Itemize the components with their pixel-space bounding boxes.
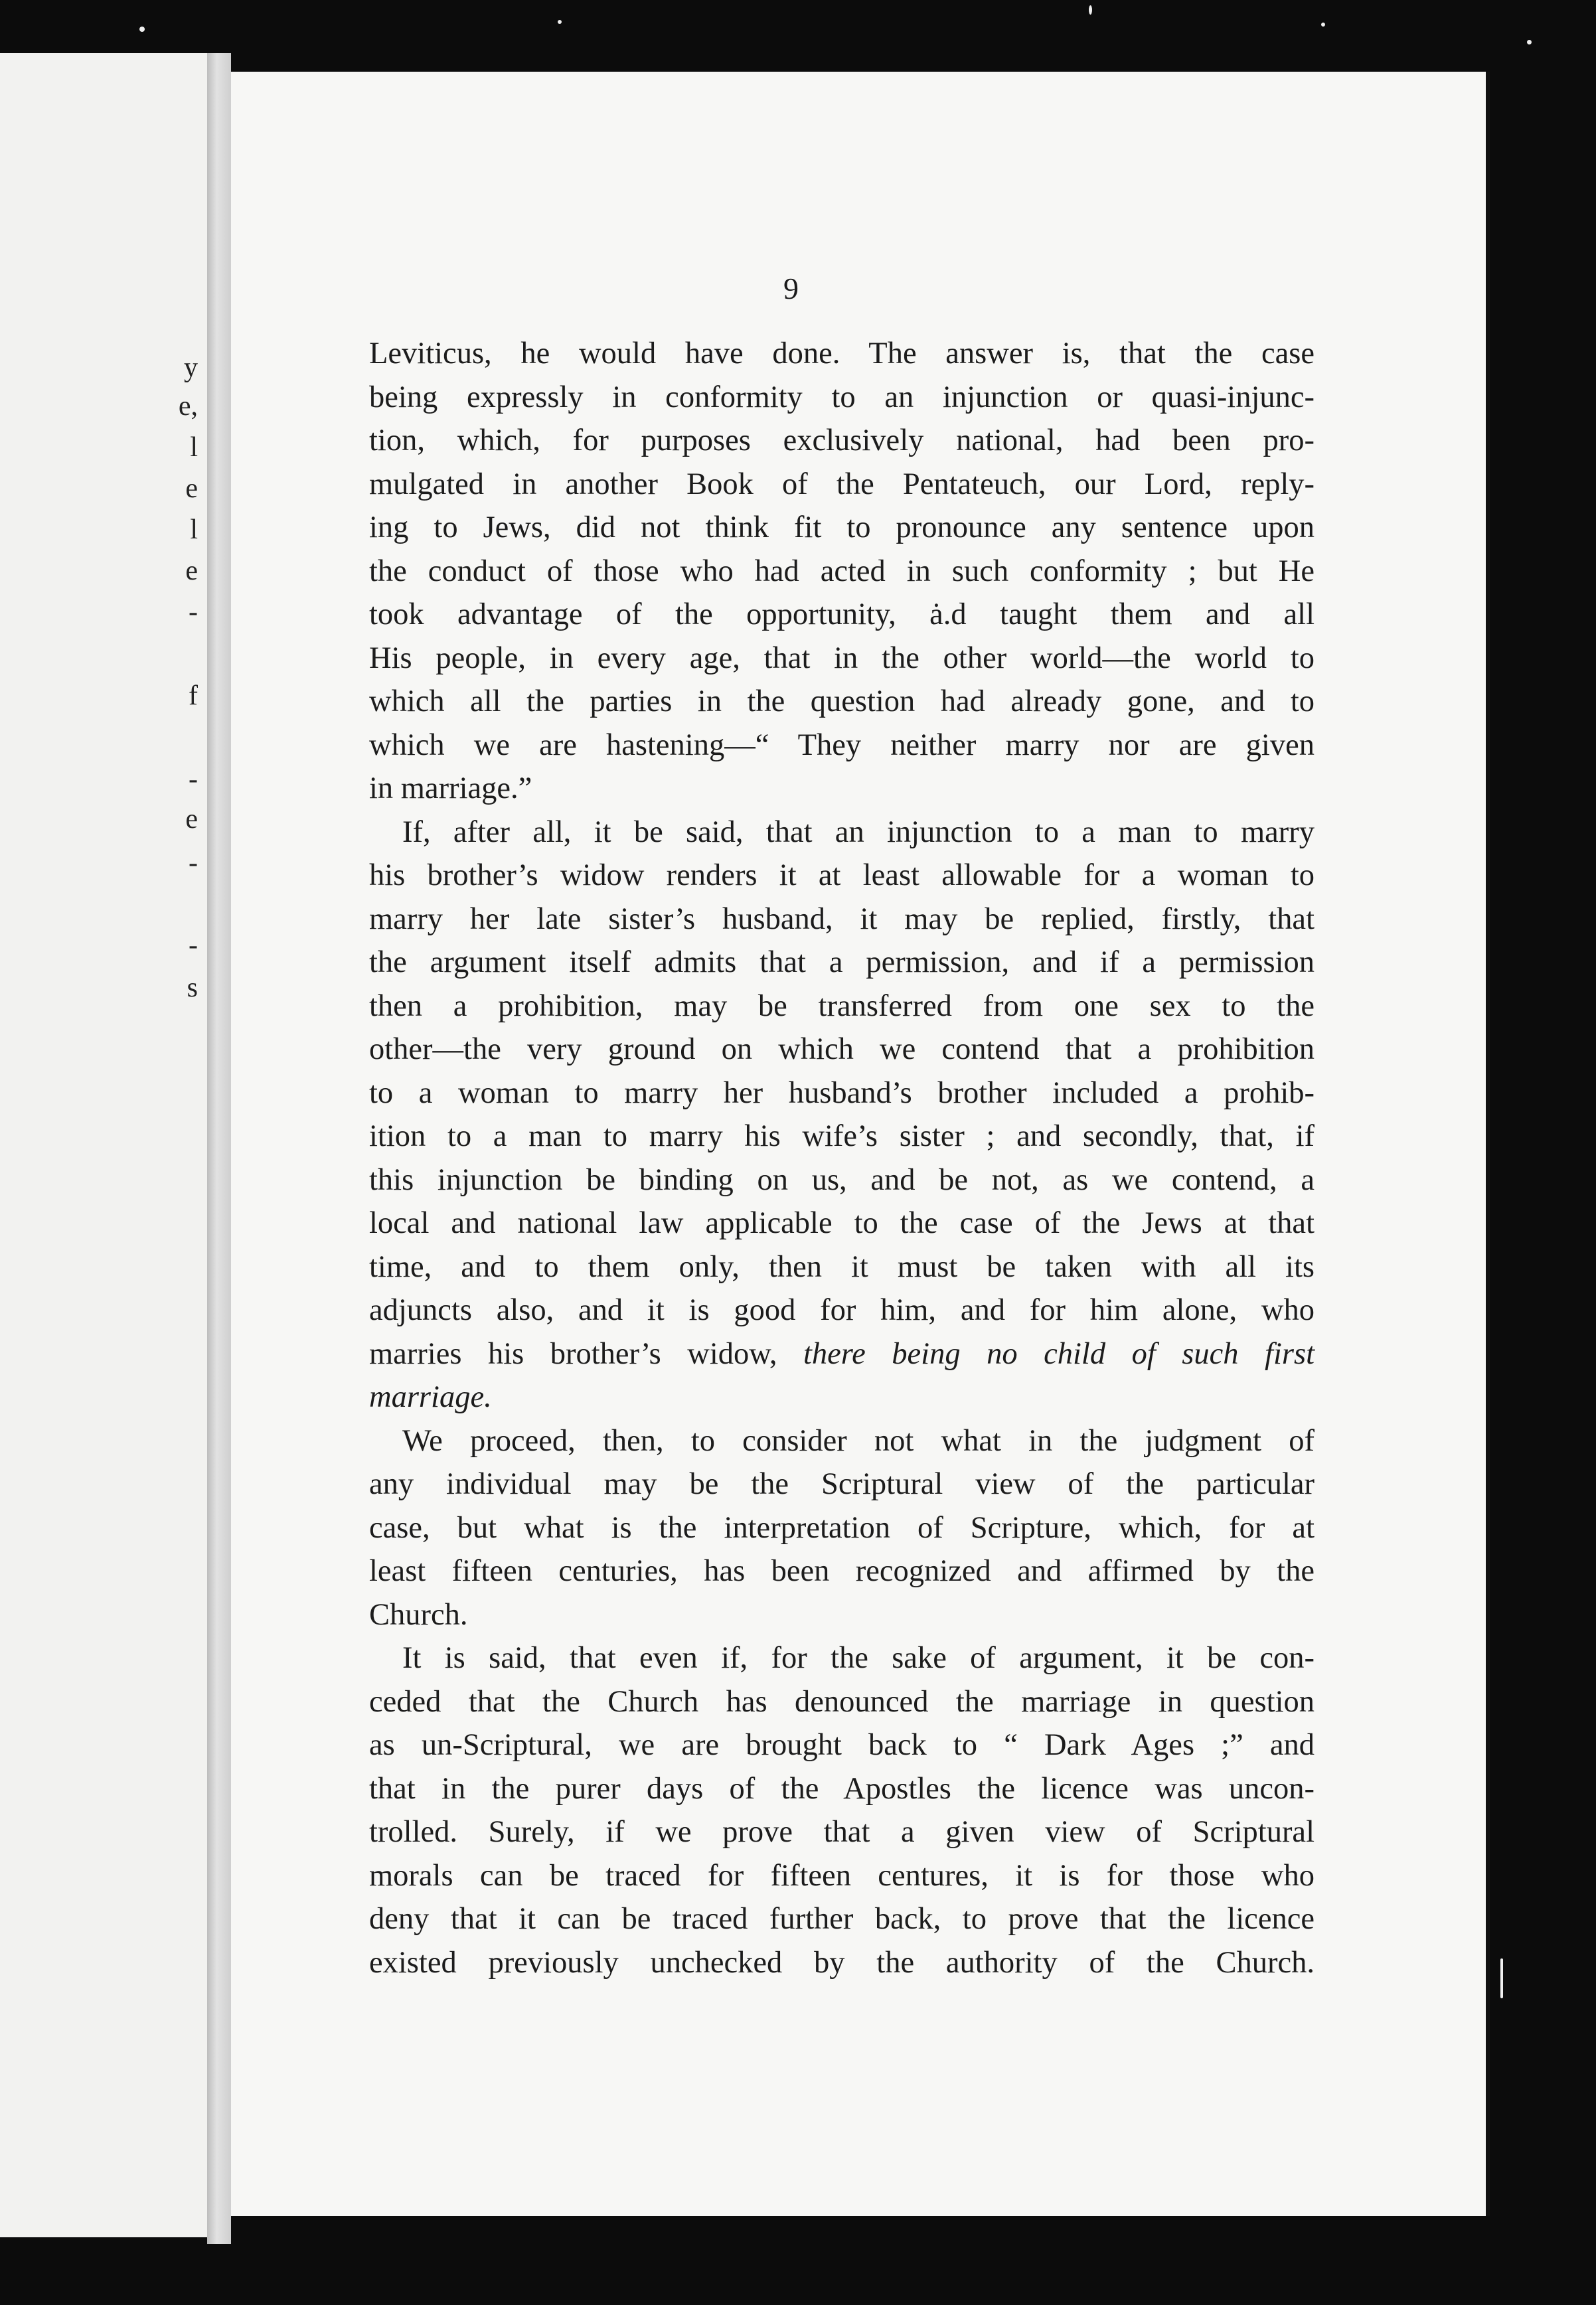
- text-line: which we are hastening—“ They neither marry nor are given: [369, 728, 1315, 762]
- text-line: other—the very ground on which we contend that a prohibition: [369, 1032, 1315, 1066]
- paragraph: [369, 332, 1315, 811]
- text-line: being expressly in conformity to an injunction or quasi-injunc-: [369, 380, 1315, 414]
- scan-speck: [1527, 40, 1532, 44]
- text-line: Leviticus, he would have done. The answer is, that the case: [369, 337, 1315, 370]
- italic-text: marriage.: [369, 1380, 492, 1414]
- scan-speck: [558, 20, 562, 24]
- scan-speck: [1500, 1958, 1503, 1998]
- text-line: morals can be traced for fifteen centures, it is for those who: [369, 1858, 1315, 1893]
- text-line: We proceed, then, to consider not what in the judgment of: [402, 1423, 1315, 1458]
- paragraph: [369, 811, 1315, 1419]
- facing-page-fragment: e: [185, 473, 198, 504]
- facing-page-fragment: e: [185, 556, 198, 586]
- text-line: as un-Scriptural, we are brought back to “ Dark Ages ;” and: [369, 1728, 1315, 1762]
- page-number: 9: [783, 272, 799, 305]
- text-line: to a woman to marry her husband’s brother included a prohib-: [369, 1075, 1315, 1110]
- scan-speck: [1321, 23, 1325, 27]
- facing-page-fragment: e: [185, 804, 198, 835]
- text-line: then a prohibition, may be transferred from one sex to the: [369, 989, 1315, 1023]
- scan-speck: [1089, 5, 1092, 15]
- text-line: time, and to them only, then it must be taken with all its: [369, 1249, 1315, 1284]
- text-line: case, but what is the interpretation of Scripture, which, for at: [369, 1510, 1315, 1545]
- facing-page-fragment: y: [184, 353, 198, 383]
- text-line: marry her late sister’s husband, it may be replied, firstly, that: [369, 902, 1315, 936]
- text-line: local and national law applicable to the case of the Jews at that: [369, 1206, 1315, 1240]
- facing-page-fragment: -: [189, 930, 198, 961]
- text-line: trolled. Surely, if we prove that a given view of Scriptural: [369, 1815, 1315, 1849]
- text-line: the argument itself admits that a permission, and if a permission: [369, 945, 1315, 979]
- text-line: adjuncts also, and it is good for him, and for him alone, who: [369, 1293, 1315, 1327]
- text-line: It is said, that even if, for the sake of argument, it be con-: [402, 1641, 1315, 1675]
- text-line: ing to Jews, did not think fit to pronounce any sentence upon: [369, 511, 1315, 544]
- text-line: deny that it can be traced further back, to prove that the licence: [369, 1902, 1315, 1936]
- text-line: [369, 1376, 1315, 1419]
- text-line: in marriage.”: [369, 771, 532, 805]
- text-line: took advantage of the opportunity, ȧ.d taught them and all: [369, 597, 1315, 631]
- book-gutter: [207, 53, 231, 2244]
- text-line: the conduct of those who had acted in such conformity ; but He: [369, 554, 1315, 588]
- facing-page-edge: [0, 53, 207, 2237]
- text-span: marries his brother’s widow,: [369, 1336, 803, 1371]
- facing-page-fragment: l: [190, 432, 198, 463]
- body-text: [369, 332, 1315, 1984]
- text-line: least fifteen centuries, has been recognized and affirmed by the: [369, 1554, 1315, 1588]
- text-line: any individual may be the Scriptural view of the particular: [369, 1467, 1315, 1501]
- text-line: His people, in every age, that in the other world—the world to: [369, 641, 1315, 675]
- text-line: [369, 1332, 1315, 1376]
- text-line: which all the parties in the question had already gone, and to: [369, 684, 1315, 718]
- facing-page-fragment: s: [187, 973, 198, 1003]
- text-line: existed previously unchecked by the authority of the Church.: [369, 1945, 1315, 1980]
- scan-speck: [139, 27, 145, 32]
- text-line: mulgated in another Book of the Pentateuch, our Lord, reply-: [369, 467, 1315, 501]
- text-line: this injunction be binding on us, and be not, as we contend, a: [369, 1162, 1315, 1197]
- facing-page-fragment: -: [189, 764, 198, 795]
- facing-page-fragment: e,: [178, 391, 198, 422]
- text-line: tion, which, for purposes exclusively national, had been pro-: [369, 424, 1315, 457]
- text-line: ition to a man to marry his wife’s sister ; and secondly, that, if: [369, 1119, 1315, 1153]
- text-line: ceded that the Church has denounced the marriage in question: [369, 1684, 1315, 1719]
- facing-page-fragment: l: [190, 515, 198, 545]
- text-line: If, after all, it be said, that an injunction to a man to marry: [402, 815, 1315, 849]
- paragraph: [369, 1636, 1315, 1984]
- facing-page-fragment: -: [189, 848, 198, 878]
- text-line: his brother’s widow renders it at least allowable for a woman to: [369, 858, 1315, 892]
- text-line: that in the purer days of the Apostles the licence was uncon-: [369, 1771, 1315, 1806]
- facing-page-fragment: f: [189, 680, 198, 711]
- facing-page-fragment: -: [189, 597, 198, 627]
- italic-text: there being no child of such first: [803, 1336, 1315, 1371]
- text-line: Church.: [369, 1597, 468, 1632]
- paragraph: [369, 1419, 1315, 1637]
